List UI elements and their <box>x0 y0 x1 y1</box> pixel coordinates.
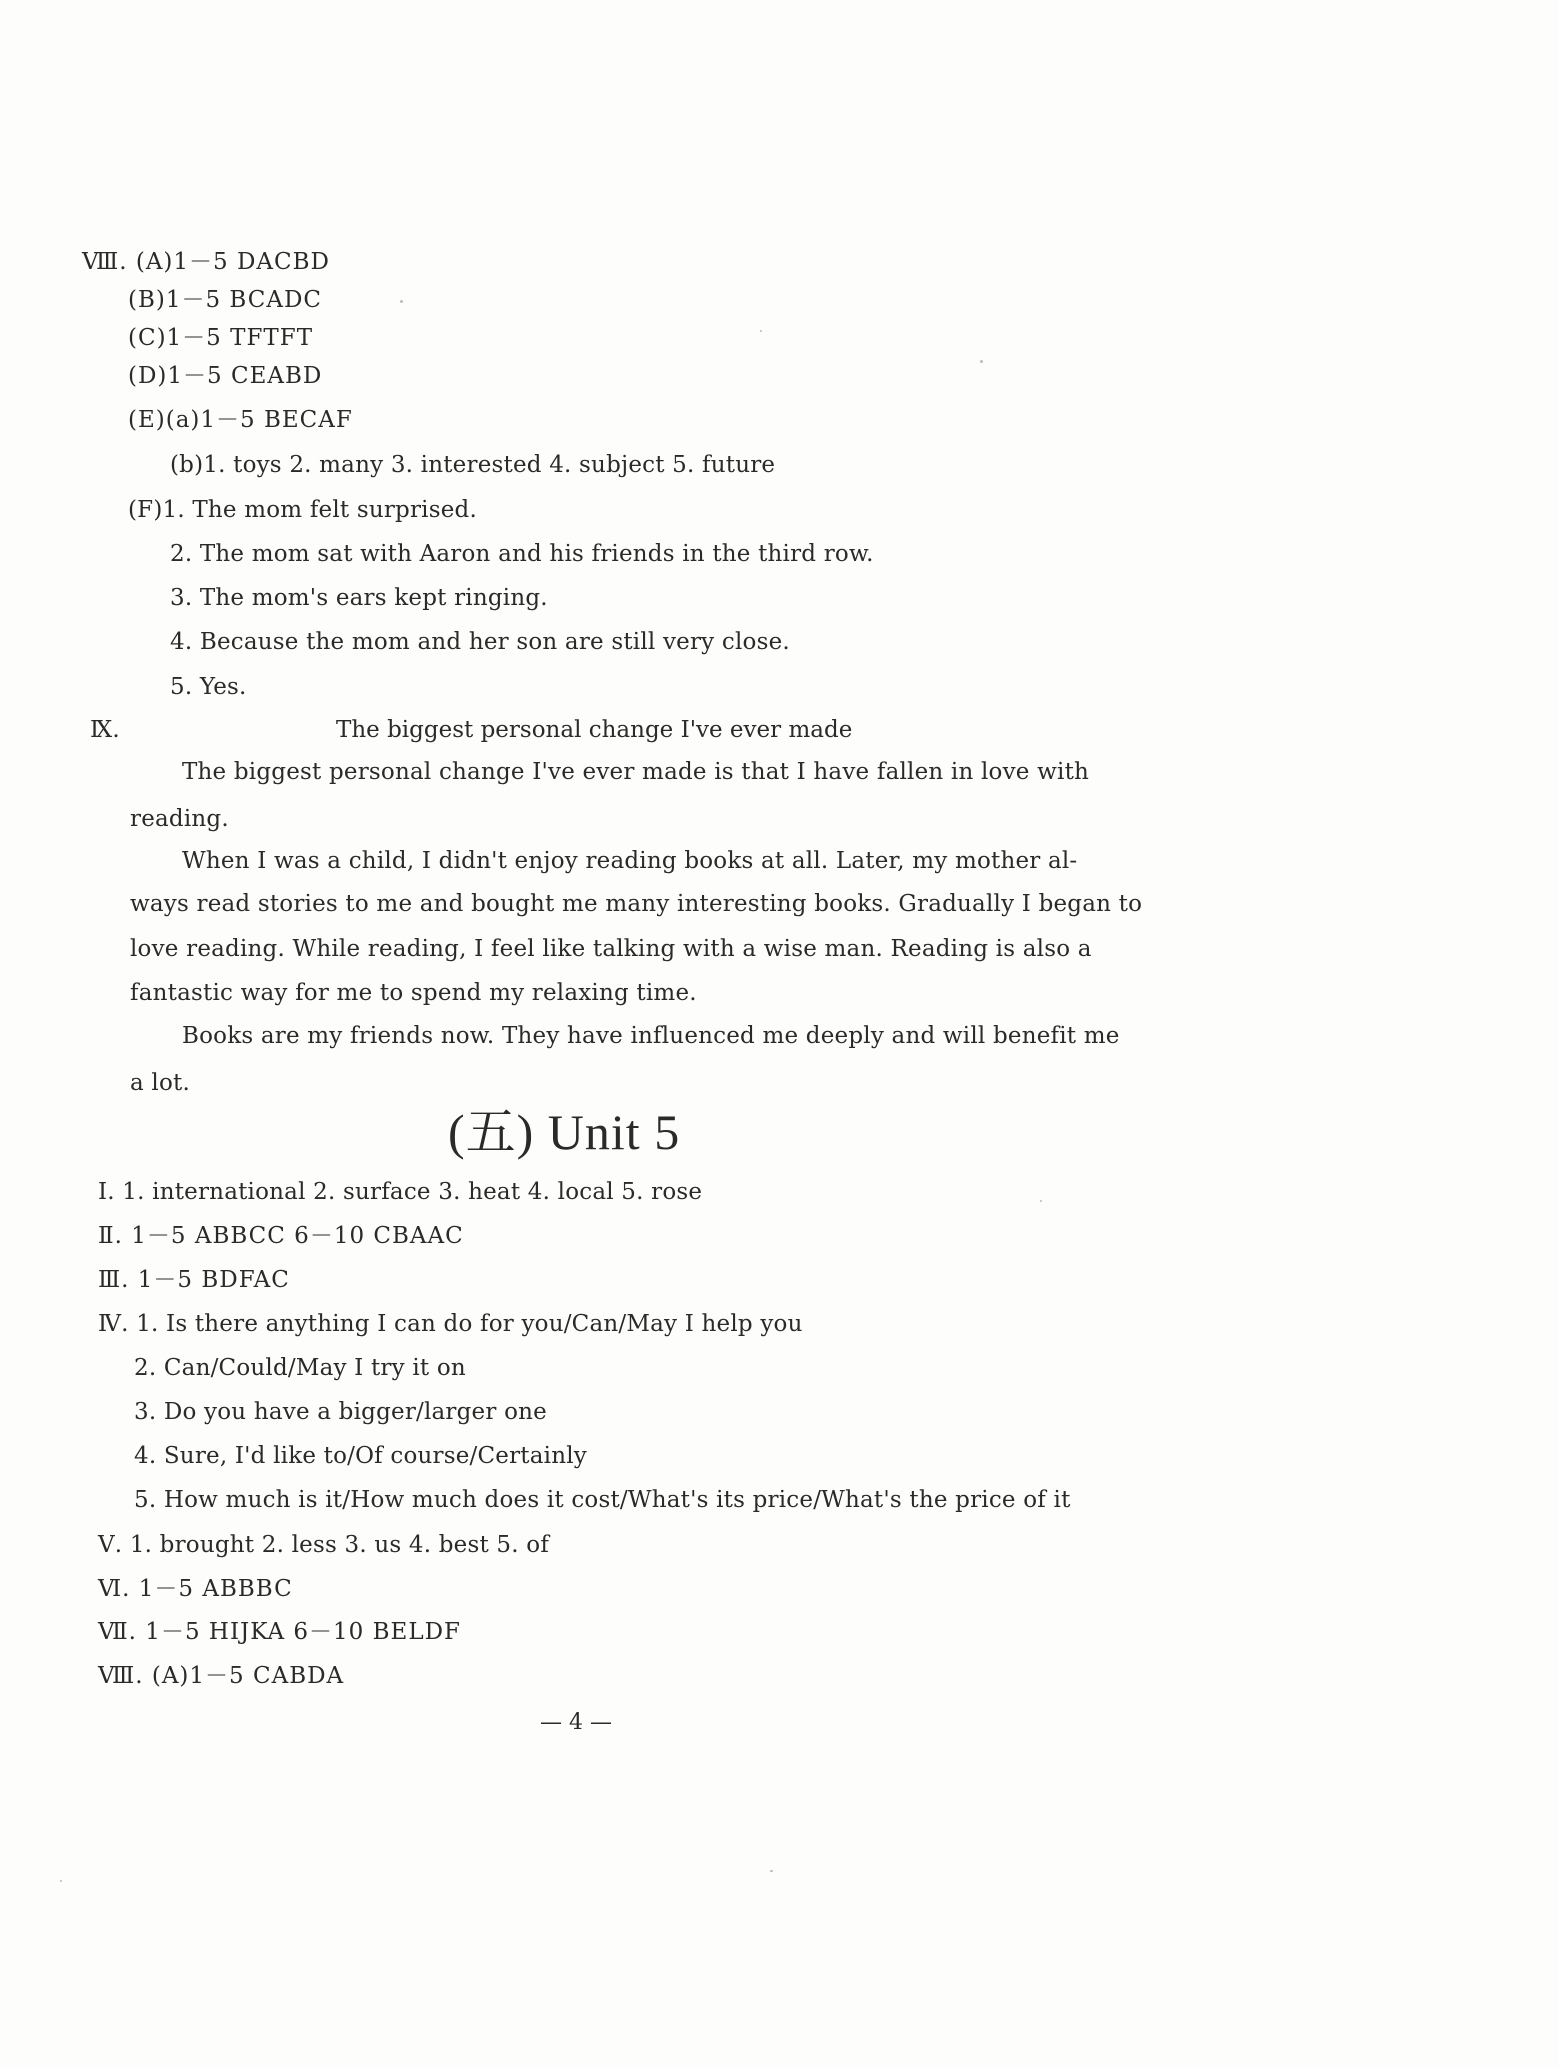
section8-e: (E)(a)1－5 BECAF <box>128 407 353 433</box>
section8-f5: 5. Yes. <box>170 674 247 700</box>
unit5-section6: Ⅵ. 1－5 ABBBC <box>98 1576 293 1602</box>
unit5-section4-3: 3. Do you have a bigger/larger one <box>134 1399 547 1425</box>
essay-line: When I was a child, I didn't enjoy reading books at all. Later, my mother al- <box>182 848 1078 874</box>
scan-speck <box>980 360 983 363</box>
unit5-section8: Ⅷ. (A)1－5 CABDA <box>98 1663 345 1689</box>
unit5-section4-2: 2. Can/Could/May I try it on <box>134 1355 466 1381</box>
unit5-section1: Ⅰ. 1. international 2. surface 3. heat 4. local 5. rose <box>98 1179 703 1205</box>
unit5-section2: Ⅱ. 1－5 ABBCC 6－10 CBAAC <box>98 1223 464 1249</box>
unit5-section4-4: 4. Sure, I'd like to/Of course/Certainly <box>134 1443 587 1469</box>
section8-d: (D)1－5 CEABD <box>128 363 323 389</box>
scan-speck <box>400 300 403 303</box>
section8-f2: 2. The mom sat with Aaron and his friends in the third row. <box>170 541 874 567</box>
essay-title: The biggest personal change I've ever made <box>336 717 853 743</box>
section8-a: Ⅷ. (A)1－5 DACBD <box>82 249 330 275</box>
section8-f3: 3. The mom's ears kept ringing. <box>170 585 548 611</box>
unit5-section7: Ⅶ. 1－5 HIJKA 6－10 BELDF <box>98 1619 461 1645</box>
essay-line: reading. <box>130 806 229 832</box>
unit5-section5: Ⅴ. 1. brought 2. less 3. us 4. best 5. of <box>98 1532 550 1558</box>
scan-speck <box>760 330 762 332</box>
section8-c: (C)1－5 TFTFT <box>128 325 314 351</box>
essay-line: The biggest personal change I've ever made is that I have fallen in love with <box>182 759 1090 785</box>
essay-line: Books are my friends now. They have influenced me deeply and will benefit me <box>182 1023 1120 1049</box>
unit-title: (五) Unit 5 <box>448 1104 681 1160</box>
essay-line: ways read stories to me and bought me many interesting books. Gradually I began to <box>130 891 1143 917</box>
unit5-section3: Ⅲ. 1－5 BDFAC <box>98 1267 290 1293</box>
section9-label: Ⅸ. <box>90 717 120 743</box>
scan-speck <box>770 1870 773 1872</box>
section8-f1: (F)1. The mom felt surprised. <box>128 497 477 523</box>
essay-line: fantastic way for me to spend my relaxing time. <box>130 980 697 1006</box>
essay-line: a lot. <box>130 1070 190 1096</box>
unit5-section4-1: Ⅳ. 1. Is there anything I can do for you/Can/May I help you <box>98 1311 803 1337</box>
section8-e-b: (b)1. toys 2. many 3. interested 4. subject 5. future <box>170 452 776 478</box>
unit5-section4-5: 5. How much is it/How much does it cost/What's its price/What's the price of it <box>134 1487 1071 1513</box>
scan-speck <box>1040 1200 1042 1202</box>
page-number: — 4 — <box>540 1710 612 1735</box>
section8-f4: 4. Because the mom and her son are still very close. <box>170 629 790 655</box>
essay-line: love reading. While reading, I feel like talking with a wise man. Reading is also a <box>130 936 1092 962</box>
scan-speck <box>60 1880 62 1882</box>
section8-b: (B)1－5 BCADC <box>128 287 323 313</box>
